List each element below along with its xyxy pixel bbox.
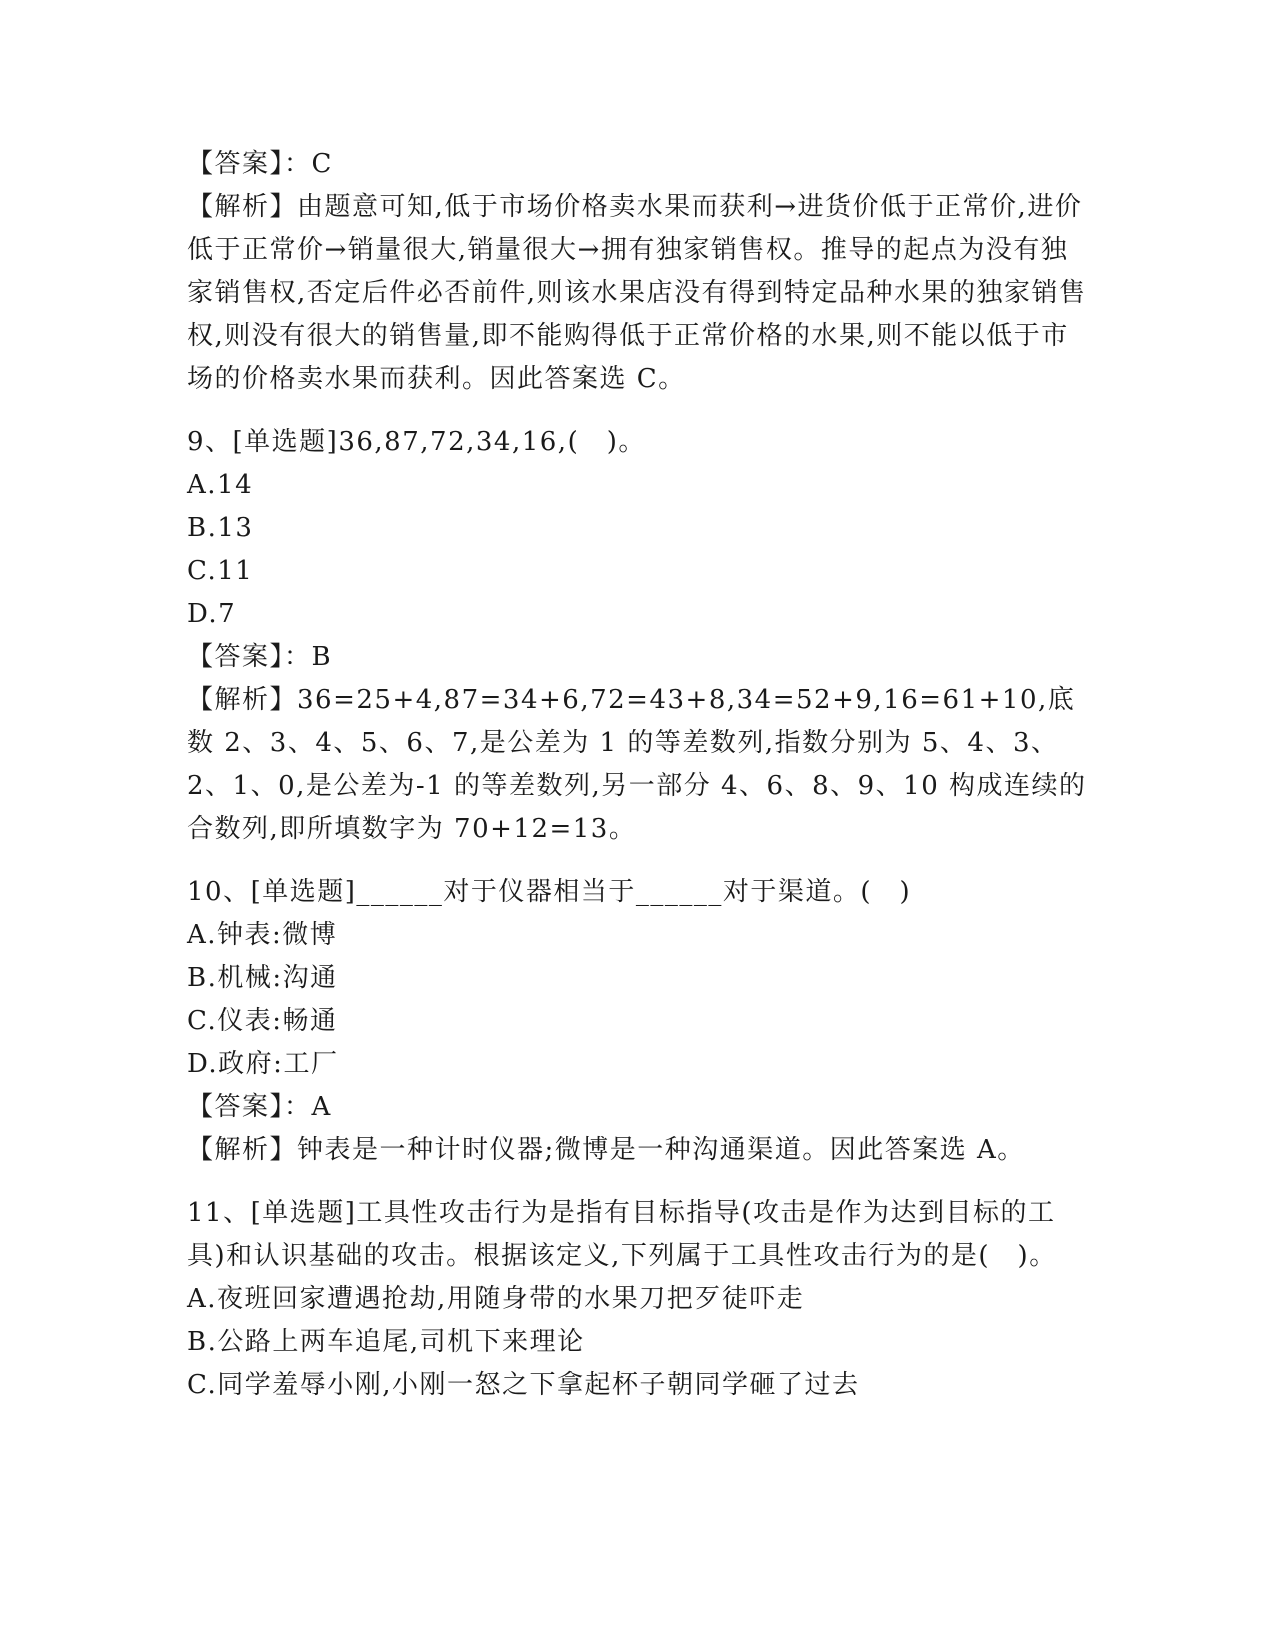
q9-option-c: C.11 bbox=[187, 556, 254, 586]
q9-option-b: B.13 bbox=[187, 513, 254, 543]
q9-option-d: D.7 bbox=[187, 599, 237, 629]
q9-option-a: A.14 bbox=[187, 470, 254, 500]
q10-option-d: D.政府:工厂 bbox=[187, 1049, 339, 1079]
q10-option-c: C.仪表:畅通 bbox=[187, 1006, 338, 1036]
q9-analysis: 【解析】36=25+4,87=34+6,72=43+8,34=52+9,16=61+10,底数 2、3、4、5、6、7,是公差为 1 的等差数列,指数分别为 5、4、3、2、1、0,是公差为-1 的等差数列,另一部分 4、6、8、9、10 构成连续的合数列,即所填数字为 70+12=13。 bbox=[187, 685, 1087, 844]
spacer bbox=[187, 401, 1087, 421]
document-page bbox=[187, 143, 1087, 1407]
spacer bbox=[187, 1172, 1087, 1192]
q9-answer: 【答案】：B bbox=[187, 642, 333, 672]
spacer bbox=[187, 851, 1087, 871]
q10-stem: 10、[单选题]______对于仪器相当于______对于渠道。( ) bbox=[187, 877, 912, 907]
q10-analysis: 【解析】钟表是一种计时仪器;微博是一种沟通渠道。因此答案选 A。 bbox=[187, 1135, 1025, 1165]
q10-option-a: A.钟表:微博 bbox=[187, 920, 338, 950]
q11-option-b: B.公路上两车追尾,司机下来理论 bbox=[187, 1327, 585, 1357]
q9-stem: 9、[单选题]36,87,72,34,16,( )。 bbox=[187, 427, 646, 457]
q8-analysis: 【解析】由题意可知,低于市场价格卖水果而获利→进货价低于正常价,进价低于正常价→销量很大,销量很大→拥有独家销售权。推导的起点为没有独家销售权,否定后件必否前件,则该水果店没有得到特定品种水果的独家销售权,则没有很大的销售量,即不能购得低于正常价格的水果,则不能以低于市场的价格卖水果而获利。因此答案选 C。 bbox=[187, 192, 1087, 394]
q10-option-b: B.机械:沟通 bbox=[187, 963, 338, 993]
q11-option-a: A.夜班回家遭遇抢劫,用随身带的水果刀把歹徒吓走 bbox=[187, 1284, 805, 1314]
q8-answer: 【答案】：C bbox=[187, 149, 333, 179]
q11-stem: 11、[单选题]工具性攻击行为是指有目标指导(攻击是作为达到目标的工具)和认识基础的攻击。根据该定义,下列属于工具性攻击行为的是( )。 bbox=[187, 1198, 1057, 1271]
q10-answer: 【答案】：A bbox=[187, 1092, 332, 1122]
q11-option-c: C.同学羞辱小刚,小刚一怒之下拿起杯子朝同学砸了过去 bbox=[187, 1370, 860, 1400]
